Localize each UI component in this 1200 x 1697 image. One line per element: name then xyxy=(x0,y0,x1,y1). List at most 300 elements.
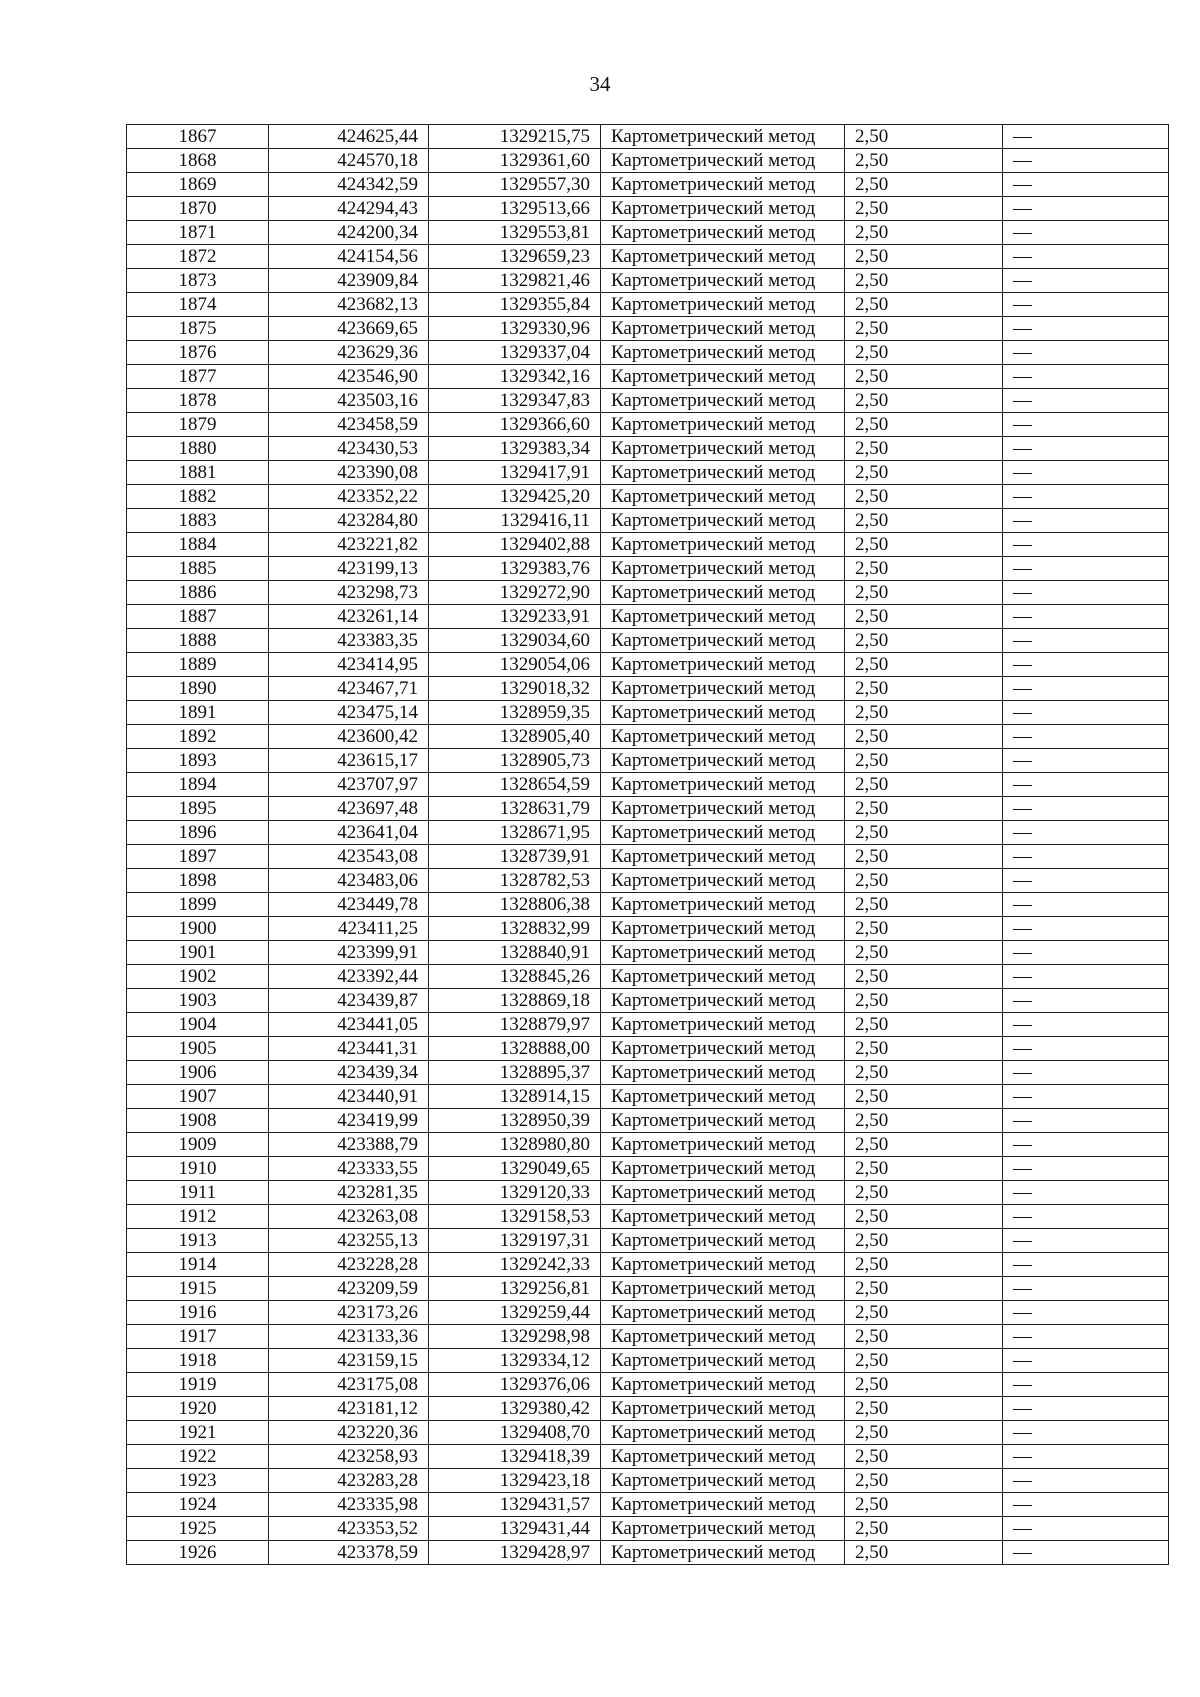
method-cell: Картометрический метод xyxy=(601,437,845,461)
description-cell: — xyxy=(1003,917,1169,941)
point-number-cell: 1923 xyxy=(127,1469,269,1493)
accuracy-cell: 2,50 xyxy=(845,653,1003,677)
table-row xyxy=(127,1205,1169,1229)
table-row xyxy=(127,749,1169,773)
point-number-cell: 1910 xyxy=(127,1157,269,1181)
y-coordinate-cell: 1329054,06 xyxy=(429,653,601,677)
x-coordinate-cell: 423261,14 xyxy=(269,605,429,629)
table-row xyxy=(127,1109,1169,1133)
point-number-cell: 1921 xyxy=(127,1421,269,1445)
x-coordinate-cell: 423430,53 xyxy=(269,437,429,461)
table-row xyxy=(127,677,1169,701)
y-coordinate-cell: 1328806,38 xyxy=(429,893,601,917)
table-row xyxy=(127,797,1169,821)
y-coordinate-cell: 1328869,18 xyxy=(429,989,601,1013)
table-row xyxy=(127,605,1169,629)
accuracy-cell: 2,50 xyxy=(845,797,1003,821)
description-cell: — xyxy=(1003,893,1169,917)
accuracy-cell: 2,50 xyxy=(845,197,1003,221)
description-cell: — xyxy=(1003,245,1169,269)
table-row xyxy=(127,1301,1169,1325)
method-cell: Картометрический метод xyxy=(601,1157,845,1181)
description-cell: — xyxy=(1003,533,1169,557)
x-coordinate-cell: 423392,44 xyxy=(269,965,429,989)
point-number-cell: 1889 xyxy=(127,653,269,677)
y-coordinate-cell: 1329431,44 xyxy=(429,1517,601,1541)
point-number-cell: 1895 xyxy=(127,797,269,821)
point-number-cell: 1897 xyxy=(127,845,269,869)
accuracy-cell: 2,50 xyxy=(845,557,1003,581)
point-number-cell: 1903 xyxy=(127,989,269,1013)
point-number-cell: 1882 xyxy=(127,485,269,509)
y-coordinate-cell: 1329416,11 xyxy=(429,509,601,533)
description-cell: — xyxy=(1003,677,1169,701)
table-row xyxy=(127,1445,1169,1469)
x-coordinate-cell: 423600,42 xyxy=(269,725,429,749)
method-cell: Картометрический метод xyxy=(601,1229,845,1253)
description-cell: — xyxy=(1003,197,1169,221)
method-cell: Картометрический метод xyxy=(601,773,845,797)
point-number-cell: 1873 xyxy=(127,269,269,293)
point-number-cell: 1914 xyxy=(127,1253,269,1277)
description-cell: — xyxy=(1003,1229,1169,1253)
method-cell: Картометрический метод xyxy=(601,389,845,413)
accuracy-cell: 2,50 xyxy=(845,1085,1003,1109)
description-cell: — xyxy=(1003,341,1169,365)
description-cell: — xyxy=(1003,1301,1169,1325)
y-coordinate-cell: 1329034,60 xyxy=(429,629,601,653)
method-cell: Картометрический метод xyxy=(601,197,845,221)
point-number-cell: 1888 xyxy=(127,629,269,653)
point-number-cell: 1896 xyxy=(127,821,269,845)
accuracy-cell: 2,50 xyxy=(845,1277,1003,1301)
accuracy-cell: 2,50 xyxy=(845,893,1003,917)
description-cell: — xyxy=(1003,1421,1169,1445)
x-coordinate-cell: 423449,78 xyxy=(269,893,429,917)
point-number-cell: 1884 xyxy=(127,533,269,557)
accuracy-cell: 2,50 xyxy=(845,269,1003,293)
accuracy-cell: 2,50 xyxy=(845,1181,1003,1205)
table-row xyxy=(127,437,1169,461)
description-cell: — xyxy=(1003,1085,1169,1109)
point-number-cell: 1909 xyxy=(127,1133,269,1157)
point-number-cell: 1925 xyxy=(127,1517,269,1541)
x-coordinate-cell: 423352,22 xyxy=(269,485,429,509)
x-coordinate-cell: 423333,55 xyxy=(269,1157,429,1181)
method-cell: Картометрический метод xyxy=(601,869,845,893)
description-cell: — xyxy=(1003,701,1169,725)
accuracy-cell: 2,50 xyxy=(845,677,1003,701)
point-number-cell: 1919 xyxy=(127,1373,269,1397)
table-row xyxy=(127,965,1169,989)
description-cell: — xyxy=(1003,1373,1169,1397)
table-row xyxy=(127,629,1169,653)
point-number-cell: 1924 xyxy=(127,1493,269,1517)
x-coordinate-cell: 423175,08 xyxy=(269,1373,429,1397)
accuracy-cell: 2,50 xyxy=(845,341,1003,365)
y-coordinate-cell: 1329513,66 xyxy=(429,197,601,221)
description-cell: — xyxy=(1003,605,1169,629)
description-cell: — xyxy=(1003,149,1169,173)
point-number-cell: 1886 xyxy=(127,581,269,605)
point-number-cell: 1916 xyxy=(127,1301,269,1325)
accuracy-cell: 2,50 xyxy=(845,869,1003,893)
accuracy-cell: 2,50 xyxy=(845,485,1003,509)
table-row xyxy=(127,1253,1169,1277)
accuracy-cell: 2,50 xyxy=(845,221,1003,245)
method-cell: Картометрический метод xyxy=(601,245,845,269)
method-cell: Картометрический метод xyxy=(601,845,845,869)
accuracy-cell: 2,50 xyxy=(845,701,1003,725)
y-coordinate-cell: 1328840,91 xyxy=(429,941,601,965)
x-coordinate-cell: 423378,59 xyxy=(269,1541,429,1565)
method-cell: Картометрический метод xyxy=(601,605,845,629)
point-number-cell: 1913 xyxy=(127,1229,269,1253)
table-row xyxy=(127,293,1169,317)
method-cell: Картометрический метод xyxy=(601,1517,845,1541)
table-row xyxy=(127,173,1169,197)
x-coordinate-cell: 423388,79 xyxy=(269,1133,429,1157)
table-row xyxy=(127,1085,1169,1109)
point-number-cell: 1917 xyxy=(127,1325,269,1349)
x-coordinate-cell: 423399,91 xyxy=(269,941,429,965)
point-number-cell: 1893 xyxy=(127,749,269,773)
point-number-cell: 1867 xyxy=(127,125,269,149)
point-number-cell: 1904 xyxy=(127,1013,269,1037)
method-cell: Картометрический метод xyxy=(601,173,845,197)
description-cell: — xyxy=(1003,1061,1169,1085)
x-coordinate-cell: 423546,90 xyxy=(269,365,429,389)
accuracy-cell: 2,50 xyxy=(845,1301,1003,1325)
method-cell: Картометрический метод xyxy=(601,749,845,773)
y-coordinate-cell: 1329821,46 xyxy=(429,269,601,293)
x-coordinate-cell: 423173,26 xyxy=(269,1301,429,1325)
x-coordinate-cell: 423629,36 xyxy=(269,341,429,365)
description-cell: — xyxy=(1003,1037,1169,1061)
method-cell: Картометрический метод xyxy=(601,797,845,821)
accuracy-cell: 2,50 xyxy=(845,149,1003,173)
point-number-cell: 1870 xyxy=(127,197,269,221)
table-row xyxy=(127,1181,1169,1205)
table-row xyxy=(127,1133,1169,1157)
point-number-cell: 1920 xyxy=(127,1397,269,1421)
table-row xyxy=(127,365,1169,389)
accuracy-cell: 2,50 xyxy=(845,1517,1003,1541)
accuracy-cell: 2,50 xyxy=(845,845,1003,869)
description-cell: — xyxy=(1003,1541,1169,1565)
method-cell: Картометрический метод xyxy=(601,1037,845,1061)
method-cell: Картометрический метод xyxy=(601,941,845,965)
description-cell: — xyxy=(1003,509,1169,533)
x-coordinate-cell: 424625,44 xyxy=(269,125,429,149)
x-coordinate-cell: 423335,98 xyxy=(269,1493,429,1517)
accuracy-cell: 2,50 xyxy=(845,605,1003,629)
accuracy-cell: 2,50 xyxy=(845,1469,1003,1493)
description-cell: — xyxy=(1003,1013,1169,1037)
point-number-cell: 1887 xyxy=(127,605,269,629)
method-cell: Картометрический метод xyxy=(601,1373,845,1397)
description-cell: — xyxy=(1003,773,1169,797)
method-cell: Картометрический метод xyxy=(601,269,845,293)
table-row xyxy=(127,725,1169,749)
table-row xyxy=(127,1037,1169,1061)
method-cell: Картометрический метод xyxy=(601,149,845,173)
method-cell: Картометрический метод xyxy=(601,989,845,1013)
x-coordinate-cell: 423221,82 xyxy=(269,533,429,557)
point-number-cell: 1881 xyxy=(127,461,269,485)
method-cell: Картометрический метод xyxy=(601,1133,845,1157)
point-number-cell: 1872 xyxy=(127,245,269,269)
table-row xyxy=(127,125,1169,149)
description-cell: — xyxy=(1003,821,1169,845)
method-cell: Картометрический метод xyxy=(601,317,845,341)
x-coordinate-cell: 423483,06 xyxy=(269,869,429,893)
y-coordinate-cell: 1329355,84 xyxy=(429,293,601,317)
point-number-cell: 1879 xyxy=(127,413,269,437)
description-cell: — xyxy=(1003,221,1169,245)
method-cell: Картометрический метод xyxy=(601,1349,845,1373)
point-number-cell: 1926 xyxy=(127,1541,269,1565)
y-coordinate-cell: 1328879,97 xyxy=(429,1013,601,1037)
accuracy-cell: 2,50 xyxy=(845,1205,1003,1229)
point-number-cell: 1891 xyxy=(127,701,269,725)
method-cell: Картометрический метод xyxy=(601,413,845,437)
y-coordinate-cell: 1329423,18 xyxy=(429,1469,601,1493)
description-cell: — xyxy=(1003,485,1169,509)
point-number-cell: 1898 xyxy=(127,869,269,893)
table-row xyxy=(127,701,1169,725)
table-row xyxy=(127,557,1169,581)
table-row xyxy=(127,869,1169,893)
y-coordinate-cell: 1329553,81 xyxy=(429,221,601,245)
table-row xyxy=(127,245,1169,269)
x-coordinate-cell: 423281,35 xyxy=(269,1181,429,1205)
description-cell: — xyxy=(1003,1397,1169,1421)
y-coordinate-cell: 1329256,81 xyxy=(429,1277,601,1301)
x-coordinate-cell: 423641,04 xyxy=(269,821,429,845)
y-coordinate-cell: 1329158,53 xyxy=(429,1205,601,1229)
table-row xyxy=(127,485,1169,509)
point-number-cell: 1868 xyxy=(127,149,269,173)
method-cell: Картометрический метод xyxy=(601,1301,845,1325)
accuracy-cell: 2,50 xyxy=(845,581,1003,605)
description-cell: — xyxy=(1003,1325,1169,1349)
accuracy-cell: 2,50 xyxy=(845,1013,1003,1037)
table-row xyxy=(127,581,1169,605)
method-cell: Картометрический метод xyxy=(601,1277,845,1301)
accuracy-cell: 2,50 xyxy=(845,509,1003,533)
y-coordinate-cell: 1329337,04 xyxy=(429,341,601,365)
x-coordinate-cell: 424570,18 xyxy=(269,149,429,173)
y-coordinate-cell: 1328782,53 xyxy=(429,869,601,893)
x-coordinate-cell: 423419,99 xyxy=(269,1109,429,1133)
description-cell: — xyxy=(1003,365,1169,389)
point-number-cell: 1883 xyxy=(127,509,269,533)
x-coordinate-cell: 423414,95 xyxy=(269,653,429,677)
method-cell: Картометрический метод xyxy=(601,653,845,677)
description-cell: — xyxy=(1003,173,1169,197)
table-row xyxy=(127,1397,1169,1421)
method-cell: Картометрический метод xyxy=(601,461,845,485)
x-coordinate-cell: 424200,34 xyxy=(269,221,429,245)
description-cell: — xyxy=(1003,269,1169,293)
y-coordinate-cell: 1329272,90 xyxy=(429,581,601,605)
y-coordinate-cell: 1328980,80 xyxy=(429,1133,601,1157)
table-row xyxy=(127,269,1169,293)
description-cell: — xyxy=(1003,1349,1169,1373)
x-coordinate-cell: 423220,36 xyxy=(269,1421,429,1445)
point-number-cell: 1908 xyxy=(127,1109,269,1133)
x-coordinate-cell: 423209,59 xyxy=(269,1277,429,1301)
x-coordinate-cell: 423133,36 xyxy=(269,1325,429,1349)
x-coordinate-cell: 423441,05 xyxy=(269,1013,429,1037)
table-row xyxy=(127,1061,1169,1085)
table-row xyxy=(127,1157,1169,1181)
method-cell: Картометрический метод xyxy=(601,1421,845,1445)
table-row xyxy=(127,1517,1169,1541)
method-cell: Картометрический метод xyxy=(601,365,845,389)
page-number: 34 xyxy=(589,72,611,96)
y-coordinate-cell: 1329383,76 xyxy=(429,557,601,581)
accuracy-cell: 2,50 xyxy=(845,1373,1003,1397)
y-coordinate-cell: 1328654,59 xyxy=(429,773,601,797)
method-cell: Картометрический метод xyxy=(601,701,845,725)
y-coordinate-cell: 1329197,31 xyxy=(429,1229,601,1253)
accuracy-cell: 2,50 xyxy=(845,533,1003,557)
table-row xyxy=(127,533,1169,557)
accuracy-cell: 2,50 xyxy=(845,629,1003,653)
x-coordinate-cell: 423615,17 xyxy=(269,749,429,773)
table-row xyxy=(127,1469,1169,1493)
table-row xyxy=(127,317,1169,341)
method-cell: Картометрический метод xyxy=(601,1013,845,1037)
y-coordinate-cell: 1328950,39 xyxy=(429,1109,601,1133)
x-coordinate-cell: 423258,93 xyxy=(269,1445,429,1469)
point-number-cell: 1899 xyxy=(127,893,269,917)
x-coordinate-cell: 423503,16 xyxy=(269,389,429,413)
method-cell: Картометрический метод xyxy=(601,725,845,749)
point-number-cell: 1880 xyxy=(127,437,269,461)
y-coordinate-cell: 1329233,91 xyxy=(429,605,601,629)
point-number-cell: 1912 xyxy=(127,1205,269,1229)
accuracy-cell: 2,50 xyxy=(845,1349,1003,1373)
description-cell: — xyxy=(1003,1277,1169,1301)
description-cell: — xyxy=(1003,653,1169,677)
description-cell: — xyxy=(1003,389,1169,413)
y-coordinate-cell: 1329120,33 xyxy=(429,1181,601,1205)
y-coordinate-cell: 1329557,30 xyxy=(429,173,601,197)
point-number-cell: 1918 xyxy=(127,1349,269,1373)
point-number-cell: 1869 xyxy=(127,173,269,197)
x-coordinate-cell: 423543,08 xyxy=(269,845,429,869)
table-row xyxy=(127,389,1169,413)
method-cell: Картометрический метод xyxy=(601,125,845,149)
y-coordinate-cell: 1329342,16 xyxy=(429,365,601,389)
description-cell: — xyxy=(1003,1181,1169,1205)
x-coordinate-cell: 423669,65 xyxy=(269,317,429,341)
x-coordinate-cell: 423199,13 xyxy=(269,557,429,581)
method-cell: Картометрический метод xyxy=(601,1325,845,1349)
y-coordinate-cell: 1328895,37 xyxy=(429,1061,601,1085)
description-cell: — xyxy=(1003,1517,1169,1541)
method-cell: Картометрический метод xyxy=(601,1205,845,1229)
table-row xyxy=(127,149,1169,173)
y-coordinate-cell: 1329418,39 xyxy=(429,1445,601,1469)
x-coordinate-cell: 423255,13 xyxy=(269,1229,429,1253)
description-cell: — xyxy=(1003,557,1169,581)
description-cell: — xyxy=(1003,989,1169,1013)
accuracy-cell: 2,50 xyxy=(845,1397,1003,1421)
description-cell: — xyxy=(1003,437,1169,461)
table-row xyxy=(127,1493,1169,1517)
method-cell: Картометрический метод xyxy=(601,629,845,653)
description-cell: — xyxy=(1003,1205,1169,1229)
method-cell: Картометрический метод xyxy=(601,1253,845,1277)
method-cell: Картометрический метод xyxy=(601,221,845,245)
y-coordinate-cell: 1328959,35 xyxy=(429,701,601,725)
accuracy-cell: 2,50 xyxy=(845,749,1003,773)
y-coordinate-cell: 1328888,00 xyxy=(429,1037,601,1061)
accuracy-cell: 2,50 xyxy=(845,965,1003,989)
y-coordinate-cell: 1328671,95 xyxy=(429,821,601,845)
x-coordinate-cell: 423697,48 xyxy=(269,797,429,821)
y-coordinate-cell: 1328631,79 xyxy=(429,797,601,821)
table-row xyxy=(127,1277,1169,1301)
accuracy-cell: 2,50 xyxy=(845,461,1003,485)
y-coordinate-cell: 1328905,73 xyxy=(429,749,601,773)
x-coordinate-cell: 423441,31 xyxy=(269,1037,429,1061)
x-coordinate-cell: 424294,43 xyxy=(269,197,429,221)
x-coordinate-cell: 423283,28 xyxy=(269,1469,429,1493)
point-number-cell: 1874 xyxy=(127,293,269,317)
table-row xyxy=(127,1325,1169,1349)
table-row xyxy=(127,413,1169,437)
method-cell: Картометрический метод xyxy=(601,1181,845,1205)
accuracy-cell: 2,50 xyxy=(845,1229,1003,1253)
method-cell: Картометрический метод xyxy=(601,581,845,605)
accuracy-cell: 2,50 xyxy=(845,917,1003,941)
y-coordinate-cell: 1328845,26 xyxy=(429,965,601,989)
y-coordinate-cell: 1329259,44 xyxy=(429,1301,601,1325)
accuracy-cell: 2,50 xyxy=(845,1253,1003,1277)
y-coordinate-cell: 1329018,32 xyxy=(429,677,601,701)
accuracy-cell: 2,50 xyxy=(845,1157,1003,1181)
accuracy-cell: 2,50 xyxy=(845,941,1003,965)
y-coordinate-cell: 1329383,34 xyxy=(429,437,601,461)
y-coordinate-cell: 1328914,15 xyxy=(429,1085,601,1109)
accuracy-cell: 2,50 xyxy=(845,125,1003,149)
point-number-cell: 1878 xyxy=(127,389,269,413)
accuracy-cell: 2,50 xyxy=(845,413,1003,437)
x-coordinate-cell: 423458,59 xyxy=(269,413,429,437)
method-cell: Картометрический метод xyxy=(601,533,845,557)
y-coordinate-cell: 1329425,20 xyxy=(429,485,601,509)
table-row xyxy=(127,917,1169,941)
x-coordinate-cell: 423228,28 xyxy=(269,1253,429,1277)
table-row xyxy=(127,1373,1169,1397)
point-number-cell: 1905 xyxy=(127,1037,269,1061)
description-cell: — xyxy=(1003,749,1169,773)
table-row xyxy=(127,845,1169,869)
x-coordinate-cell: 423411,25 xyxy=(269,917,429,941)
description-cell: — xyxy=(1003,797,1169,821)
point-number-cell: 1922 xyxy=(127,1445,269,1469)
method-cell: Картометрический метод xyxy=(601,485,845,509)
accuracy-cell: 2,50 xyxy=(845,293,1003,317)
point-number-cell: 1875 xyxy=(127,317,269,341)
table-row xyxy=(127,989,1169,1013)
description-cell: — xyxy=(1003,1157,1169,1181)
